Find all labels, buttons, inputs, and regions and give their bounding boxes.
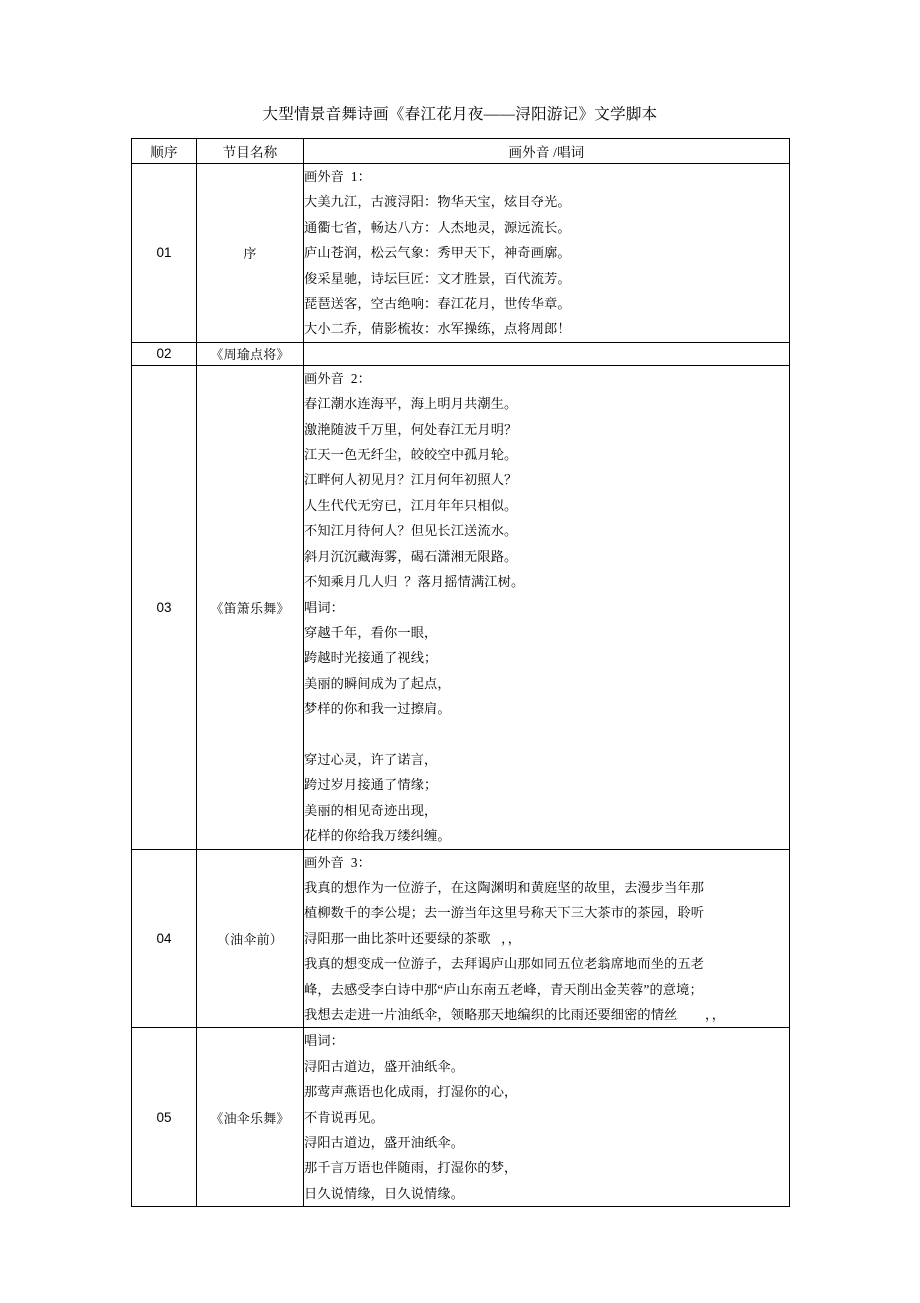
cell-voiceover-lyrics: [304, 365, 790, 849]
table-row: [132, 849, 790, 1028]
text-line: 植柳数千的李公堤；去一游当年这里号称天下三大茶市的茶园，聆听: [304, 905, 705, 921]
text-line: 画外音 3：: [304, 854, 371, 870]
cell-voiceover-lyrics: [304, 849, 790, 1028]
text-line: 穿越千年，看你一眼，: [304, 624, 438, 640]
text-line: 人生代代无穷已，江月年年只相似。: [304, 497, 518, 513]
text-line: 大小二乔，倩影梳妆：水军操练，点将周郎！: [304, 321, 571, 337]
cell-program-name: 序: [197, 164, 304, 343]
cell-voiceover-lyrics: [304, 342, 790, 365]
text-line: 那莺声燕语也化成雨，打湿你的心，: [304, 1084, 518, 1100]
cell-order: 03: [132, 365, 197, 849]
text-line: [304, 722, 789, 747]
cell-order: 01: [132, 164, 197, 343]
text-line: 那千言万语也伴随雨，打湿你的梦，: [304, 1160, 518, 1176]
cell-voiceover-lyrics: [304, 164, 790, 343]
header-text: 画外音 /唱词: [304, 139, 790, 164]
text-line: 江畔何人初见月？江月何年初照人？: [304, 472, 518, 488]
text-line: 唱词：: [304, 1033, 345, 1049]
text-line: 我真的想变成一位游子，去拜谒庐山那如同五位老翁席地而坐的五老: [304, 956, 705, 972]
text-line: 唱词：: [304, 599, 345, 615]
cell-order: 04: [132, 849, 197, 1028]
text-line: 浔阳古道边，盛开油纸伞。: [304, 1058, 465, 1074]
text-line: 美丽的相见奇迹出现，: [304, 802, 438, 818]
table-header-row: [132, 139, 790, 164]
table-row: [132, 1028, 790, 1207]
header-name: 节目名称: [197, 139, 304, 164]
text-line: 画外音 1：: [304, 169, 371, 184]
text-line: 跨越时光接通了视线；: [304, 650, 438, 666]
text-line: 浔阳那一曲比茶叶还要绿的茶歌 ，，: [304, 930, 522, 946]
text-line: 浔阳古道边，盛开油纸伞。: [304, 1135, 465, 1151]
cell-order: 02: [132, 342, 197, 365]
text-line: 跨过岁月接通了情缘；: [304, 777, 438, 793]
text-line: 通衢七省，畅达八方：人杰地灵，源远流长。: [304, 219, 571, 235]
text-line: 大美九江，古渡浔阳：物华天宝，炫目夺光。: [304, 194, 571, 210]
cell-program-name: 《笛箫乐舞》: [197, 365, 304, 849]
text-line: 花样的你给我万缕纠缠。: [304, 828, 451, 844]
text-line: 俊采星驰，诗坛巨匠：文才胜景，百代流芳。: [304, 270, 571, 286]
text-line: 不知乘月几人归 ？落月摇情满江树。: [304, 574, 525, 590]
table-row: [132, 164, 790, 343]
text-line: 不肯说再见。: [304, 1109, 385, 1125]
text-line: 我想去走进一片油纸伞，领略那天地编织的比雨还要细密的情丝 ，，: [304, 1006, 726, 1022]
text-line: 春江潮水连海平，海上明月共潮生。: [304, 396, 518, 412]
text-line: 江天一色无纤尘，皎皎空中孤月轮。: [304, 447, 518, 463]
text-line: 画外音 2：: [304, 370, 371, 386]
table-row: [132, 342, 790, 365]
text-line: 日久说情缘，日久说情缘。: [304, 1185, 465, 1201]
cell-program-name: （油伞前）: [197, 849, 304, 1028]
text-line: 穿过心灵，许了诺言，: [304, 751, 438, 767]
text-line: 美丽的瞬间成为了起点，: [304, 675, 451, 691]
header-order: 顺序: [132, 139, 197, 164]
table-row: [132, 365, 790, 849]
cell-order: 05: [132, 1028, 197, 1207]
script-table: [131, 138, 790, 1207]
cell-program-name: 《周瑜点将》: [197, 342, 304, 365]
text-line: 我真的想作为一位游子，在这陶渊明和黄庭坚的故里，去漫步当年那: [304, 879, 705, 895]
cell-program-name: 《油伞乐舞》: [197, 1028, 304, 1207]
text-line: 激滟随波千万里，何处春江无月明？: [304, 421, 518, 437]
text-line: 峰，去感受李白诗中那“庐山东南五老峰，青天削出金芙蓉”的意境；: [304, 981, 703, 997]
text-line: 斜月沉沉藏海雾，碣石潇湘无限路。: [304, 548, 518, 564]
text-line: 庐山苍润，松云气象：秀甲天下，神奇画廓。: [304, 245, 571, 261]
text-line: 不知江月待何人？但见长江送流水。: [304, 523, 518, 539]
text-line: 琵琶送客，空古绝响：春江花月，世传华章。: [304, 296, 571, 312]
text-line: 梦样的你和我一过擦肩。: [304, 701, 451, 717]
page-title: 大型情景音舞诗画《春江花月夜——浔阳游记》文学脚本: [262, 106, 658, 123]
cell-voiceover-lyrics: [304, 1028, 790, 1207]
